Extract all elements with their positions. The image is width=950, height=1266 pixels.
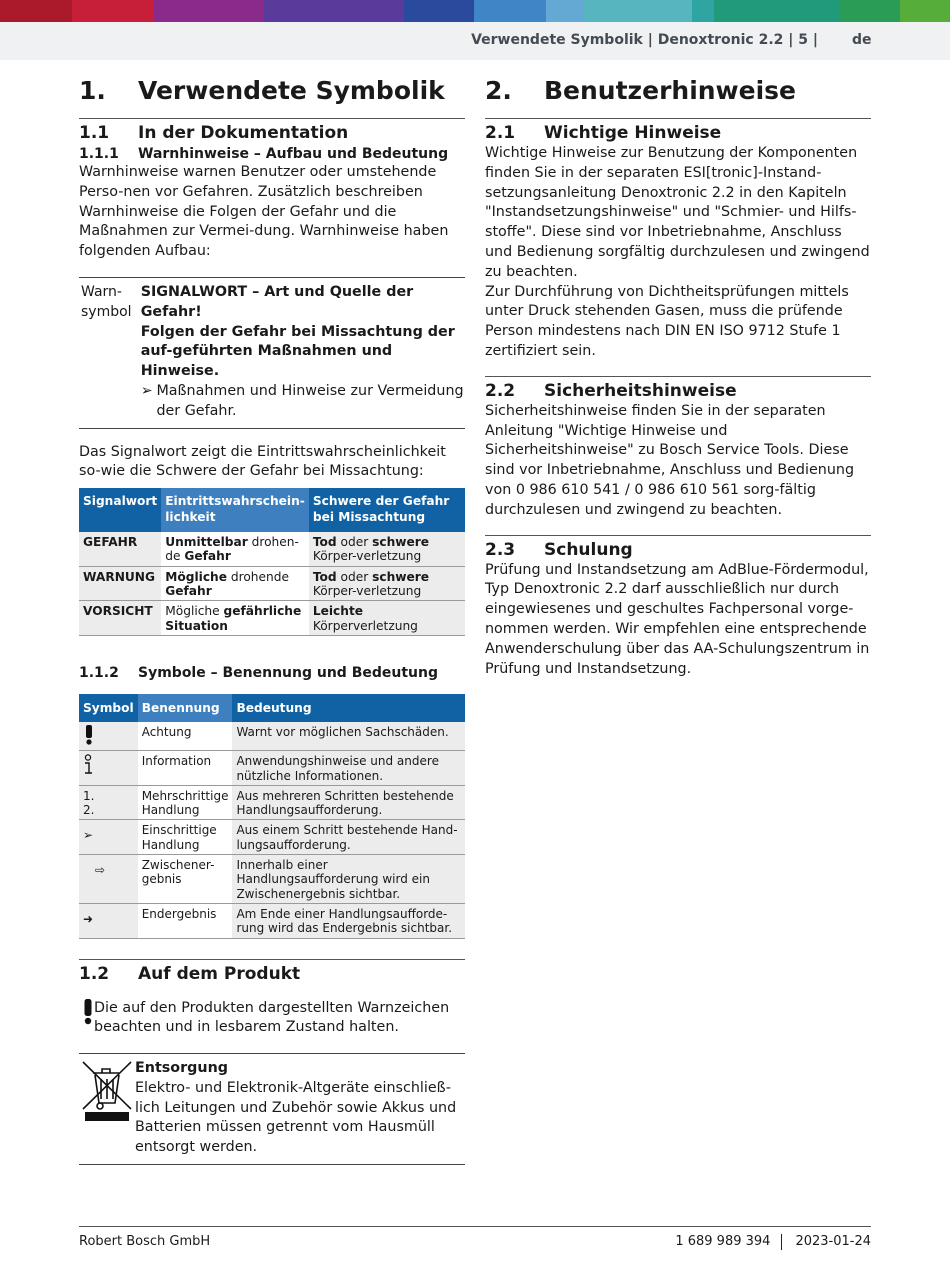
symbol-name: Mehrschrittige Handlung bbox=[138, 785, 233, 820]
section-title: Symbole – Benennung und Bedeutung bbox=[138, 664, 438, 681]
section-number: 2.1 bbox=[485, 123, 516, 143]
section-2-heading bbox=[485, 76, 871, 106]
section-2-2-heading bbox=[485, 376, 871, 402]
exclamation-icon bbox=[79, 999, 94, 1039]
symbol-name: Endergebnis bbox=[138, 903, 233, 938]
table-row bbox=[79, 855, 465, 904]
table-row bbox=[79, 532, 465, 566]
safety-notes-text: Sicherheitshinweise finden Sie in der separaten Anleitung "Wichtige Hinweise und Sicherheitshinweise" zu Bosch Service Tools. Diese sind vor Inbetriebnahme, Anschluss und Bedienung von 0 986 610 541 / 0 986 610 561 sorg-fältig durchzulesen und zwingend zu beachten. bbox=[485, 402, 855, 518]
symbol-meaning: Anwendungshinweise und andere nützliche Informationen. bbox=[232, 751, 465, 786]
signal-word-line: SIGNALWORT – Art und Quelle der Gefahr! bbox=[140, 283, 414, 320]
footer-separator bbox=[781, 1234, 782, 1250]
signal-word-table bbox=[79, 488, 465, 636]
intermediate-result-arrow-icon: ⇨ bbox=[79, 855, 138, 904]
section-title: Benutzerhinweise bbox=[544, 76, 797, 105]
brand-color-bar bbox=[0, 0, 950, 22]
end-result-arrow-icon: ➜ bbox=[79, 903, 138, 938]
table-row bbox=[79, 785, 465, 820]
probability-cell: Mögliche drohende Gefahr bbox=[161, 566, 309, 601]
exclamation-icon bbox=[79, 722, 138, 751]
table-row bbox=[79, 903, 465, 938]
symbol-meaning: Innerhalb einer Handlungsaufforderung wird ein Zwischenergebnis sichtbar. bbox=[232, 855, 465, 904]
footer-divider bbox=[79, 1226, 871, 1227]
table-row bbox=[79, 601, 465, 636]
severity-cell: Tod oder schwere Körper-verletzung bbox=[309, 566, 465, 601]
header-language: de bbox=[852, 32, 872, 48]
numbered-steps-symbol: 1. 2. bbox=[79, 785, 138, 820]
table-header: Eintrittswahrschein-lichkeit bbox=[161, 488, 309, 532]
disposal-title: Entsorgung bbox=[135, 1060, 228, 1077]
info-icon bbox=[79, 751, 138, 786]
section-number: 2. bbox=[485, 76, 512, 105]
header-title: Verwendete Symbolik | Denoxtronic 2.2 | 5 | bbox=[471, 32, 818, 48]
symbol-meaning: Warnt vor möglichen Sachschäden. bbox=[232, 722, 465, 751]
symbol-name: Information bbox=[138, 751, 233, 786]
table-header: Bedeutung bbox=[232, 694, 465, 722]
document-number: 1 689 989 394 bbox=[675, 1234, 771, 1249]
signal-word: WARNUNG bbox=[79, 566, 161, 601]
section-number: 1. bbox=[79, 76, 106, 105]
section-title: Auf dem Produkt bbox=[138, 963, 301, 984]
symbol-meaning: Aus einem Schritt bestehende Hand-lungsaufforderung. bbox=[232, 820, 465, 855]
disposal-box bbox=[79, 1053, 465, 1165]
section-number: 2.2 bbox=[485, 380, 516, 401]
left-column bbox=[79, 76, 465, 1165]
table-header: Symbol bbox=[79, 694, 138, 722]
document-date: 2023-01-24 bbox=[795, 1234, 871, 1249]
footer-company: Robert Bosch GmbH bbox=[79, 1234, 211, 1249]
important-notes-text: Wichtige Hinweise zur Benutzung der Komponenten finden Sie in der separaten ESI[tronic]-Instand-setzungsanleitung Denoxtronic 2.2 in den Kapiteln "Instandsetzungshinweise" und "Schmier- und Hilfs-stoffe". Diese sind vor Inbetriebnahme, Anschluss und Bedienung sorgfältig durchzulesen und zwingend zu beachten. bbox=[485, 145, 870, 280]
table-header: Signalwort bbox=[79, 488, 161, 532]
product-note-text: Die auf den Produkten dargestellten Warnzeichen beachten und in lesbarem Zustand halten. bbox=[94, 999, 450, 1036]
section-title: Wichtige Hinweise bbox=[544, 123, 722, 143]
section-number: 1.2 bbox=[79, 963, 110, 984]
severity-cell: Leichte Körperverletzung bbox=[309, 601, 465, 636]
leak-test-text: Zur Durchführung von Dichtheitsprüfungen mittels unter Druck stehenden Gasen, muss die prüfende Person mindestens nach DIN EN ISO 9712 Stufe 1 zertifiziert sein. bbox=[485, 283, 849, 359]
section-2-1-heading bbox=[485, 118, 871, 144]
symbol-meaning: Am Ende einer Handlungsaufforde-rung wird das Endergebnis sichtbar. bbox=[232, 903, 465, 938]
section-1-1-1-heading bbox=[79, 145, 465, 163]
section-1-1-heading bbox=[79, 118, 465, 144]
page-header bbox=[0, 22, 950, 60]
section-number: 1.1.2 bbox=[79, 664, 119, 681]
table-row bbox=[79, 751, 465, 786]
section-2-3-heading bbox=[485, 535, 871, 561]
signal-word-intro: Das Signalwort zeigt die Eintrittswahrscheinlichkeit so-wie die Schwere der Gefahr bei Missachtung: bbox=[79, 443, 446, 480]
section-number: 1.1 bbox=[79, 123, 110, 143]
consequence-line: Folgen der Gefahr bei Missachtung der auf-geführten Maßnahmen und Hinweise. bbox=[140, 323, 455, 380]
training-text: Prüfung und Instandsetzung am AdBlue-Fördermodul, Typ Denoxtronic 2.2 darf ausschließlich nur durch eingewiesenes und geschultes Fachpersonal vorge-nommen werden. Wir empfehlen eine entsprechende Anwenderschulung über das AA-Schulungszentrum in Prüfung und Instandsetzung. bbox=[485, 561, 870, 677]
probability-cell: Unmittelbar drohen-de Gefahr bbox=[161, 532, 309, 566]
probability-cell: Mögliche gefährliche Situation bbox=[161, 601, 309, 636]
disposal-text: Elektro- und Elektronik-Altgeräte einschließ-lich Leitungen und Zubehör sowie Akkus und Batterien müssen getrennt vom Hausmüll entsorgt werden. bbox=[135, 1079, 457, 1156]
crossed-bin-icon bbox=[79, 1059, 135, 1158]
product-warning-note bbox=[79, 999, 465, 1039]
section-1-heading bbox=[79, 76, 465, 106]
table-row bbox=[79, 566, 465, 601]
section-title: In der Dokumentation bbox=[138, 123, 349, 143]
section-number: 2.3 bbox=[485, 539, 516, 560]
section-title: Sicherheitshinweise bbox=[544, 380, 737, 401]
section-title: Schulung bbox=[544, 539, 633, 560]
symbol-meaning: Aus mehreren Schritten bestehende Handlungsaufforderung. bbox=[232, 785, 465, 820]
symbol-name: Achtung bbox=[138, 722, 233, 751]
symbol-table bbox=[79, 694, 465, 939]
single-step-arrow-icon: ➢ bbox=[79, 820, 138, 855]
table-row bbox=[79, 820, 465, 855]
section-number: 1.1.1 bbox=[79, 146, 119, 162]
table-header: Benennung bbox=[138, 694, 233, 722]
section-title: Verwendete Symbolik bbox=[138, 76, 445, 105]
symbol-name: Einschrittige Handlung bbox=[138, 820, 233, 855]
right-column bbox=[485, 76, 871, 679]
footer-info bbox=[675, 1234, 871, 1250]
table-header: Schwere der Gefahr bei Missachtung bbox=[309, 488, 465, 532]
table-row bbox=[79, 722, 465, 751]
signal-word: VORSICHT bbox=[79, 601, 161, 636]
section-1-2-heading bbox=[79, 959, 465, 985]
action-arrow-icon: ➢ bbox=[140, 382, 153, 399]
warning-structure-box bbox=[79, 277, 465, 429]
warnings-intro-text: Warnhinweise warnen Benutzer oder umstehende Perso-nen vor Gefahren. Zusätzlich beschreiben Warnhinweise die Folgen der Gefahr und die Maßnahmen zur Vermei-dung. Warnhinweise haben folgenden Aufbau: bbox=[79, 164, 449, 260]
measures-line: Maßnahmen und Hinweise zur Vermeidung der Gefahr. bbox=[156, 382, 464, 419]
section-1-1-2-heading bbox=[79, 664, 465, 682]
severity-cell: Tod oder schwere Körper-verletzung bbox=[309, 532, 465, 566]
section-title: Warnhinweise – Aufbau und Bedeutung bbox=[138, 146, 449, 162]
warning-symbol-label: Warn-symbol bbox=[81, 283, 132, 320]
symbol-name: Zwischener-gebnis bbox=[138, 855, 233, 904]
signal-word: GEFAHR bbox=[79, 532, 161, 566]
